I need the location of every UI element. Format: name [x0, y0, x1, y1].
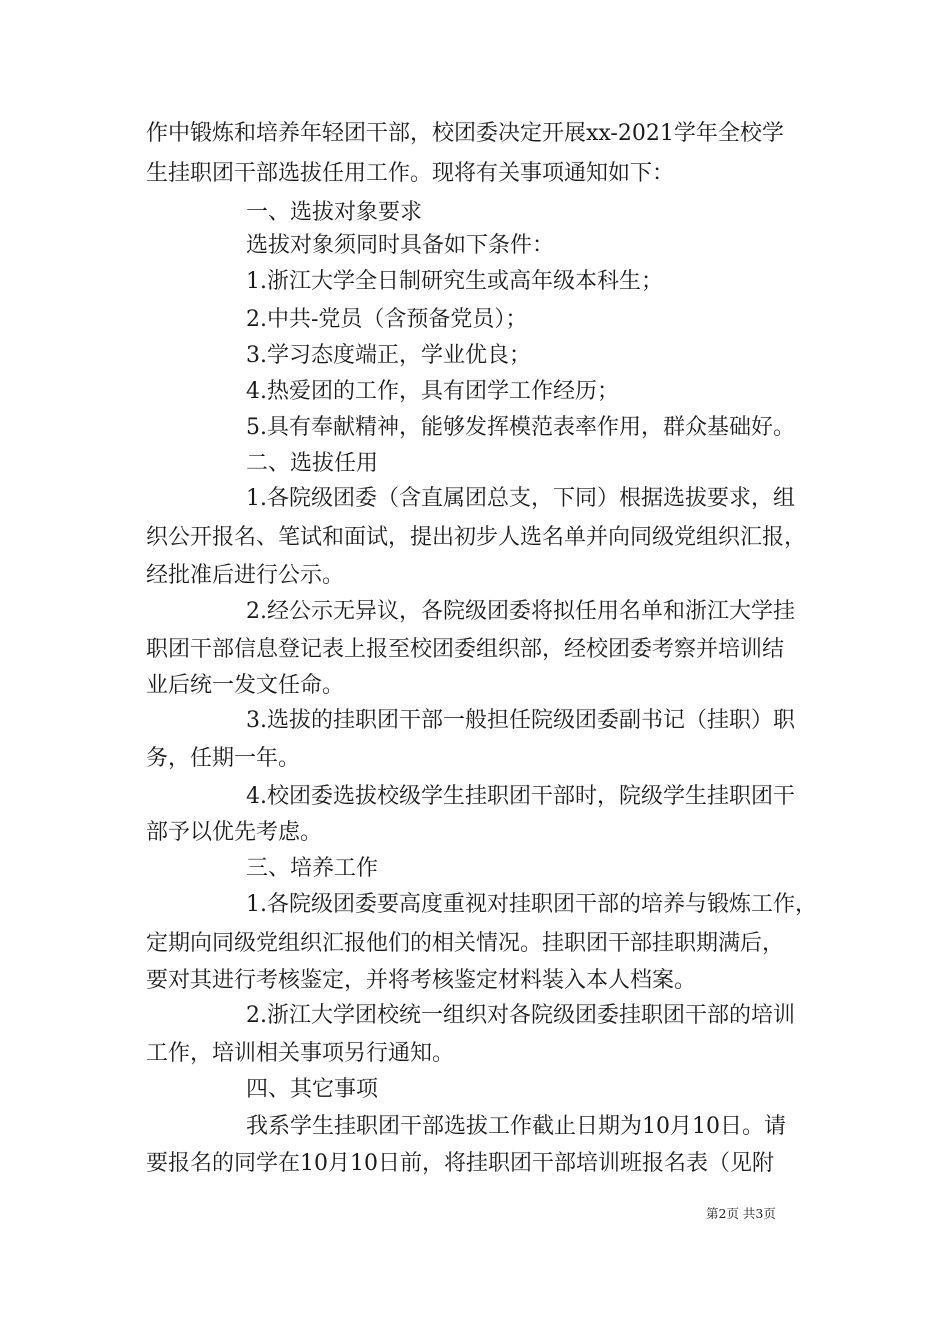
body-text-line: 2.浙江大学团校统一组织对各院级团委挂职团干部的培训: [246, 1003, 795, 1028]
body-text-line: 职团干部信息登记表上报至校团委组织部，经校团委考察并培训结: [146, 637, 785, 662]
list-item: 1.浙江大学全日制研究生或高年级本科生；: [246, 269, 663, 294]
page-number-footer: 第2页 共3页: [706, 1206, 776, 1221]
list-item: 2.中共-党员（含预备党员）；: [246, 307, 528, 332]
section-heading: 四、其它事项: [246, 1077, 379, 1102]
body-text-line: 生挂职团干部选拔任用工作。现将有关事项通知如下：: [146, 161, 675, 186]
body-text-line: 我系学生挂职团干部选拔工作截止日期为10月10日。请: [246, 1114, 786, 1139]
list-item: 4.热爱团的工作，具有团学工作经历；: [246, 379, 619, 404]
body-text-line: 要报名的同学在10月10日前，将挂职团干部培训班报名表（见附: [146, 1151, 774, 1176]
body-text-line: 1.各院级团委（含直属团总支，下同）根据选拔要求，组: [246, 486, 795, 511]
body-text-line: 经批准后进行公示。: [146, 563, 345, 588]
body-text-line: 务，任期一年。: [146, 746, 301, 771]
body-text-line: 选拔对象须同时具备如下条件：: [246, 233, 555, 258]
body-text-line: 部予以优先考虑。: [146, 820, 323, 845]
body-text-line: 工作，培训相关事项另行通知。: [146, 1041, 455, 1066]
body-text-line: 4.校团委选拔校级学生挂职团干部时，院级学生挂职团干: [246, 784, 795, 809]
body-text-line: 作中锻炼和培养年轻团干部，校团委决定开展xx-2021学年全校学: [146, 121, 784, 146]
body-text-line: 织公开报名、笔试和面试，提出初步人选名单并向同级党组织汇报，: [146, 525, 807, 550]
list-item: 5.具有奉献精神，能够发挥模范表率作用，群众基础好。: [246, 415, 795, 440]
body-text-line: 3.选拔的挂职团干部一般担任院级团委副书记（挂职）职: [246, 708, 795, 733]
section-heading: 三、培养工作: [246, 856, 379, 881]
section-heading: 一、选拔对象要求: [246, 200, 423, 225]
body-text-line: 2.经公示无异议，各院级团委将拟任用名单和浙江大学挂: [246, 599, 795, 624]
body-text-line: 业后统一发文任命。: [146, 673, 345, 698]
section-heading: 二、选拔任用: [246, 451, 379, 476]
body-text-line: 定期向同级党组织汇报他们的相关情况。挂职团干部挂职期满后，: [146, 931, 785, 956]
body-text-line: 1.各院级团委要高度重视对挂职团干部的培养与锻炼工作，: [246, 892, 817, 917]
body-text-line: 要对其进行考核鉴定，并将考核鉴定材料装入本人档案。: [146, 968, 697, 993]
list-item: 3.学习态度端正，学业优良；: [246, 343, 531, 368]
